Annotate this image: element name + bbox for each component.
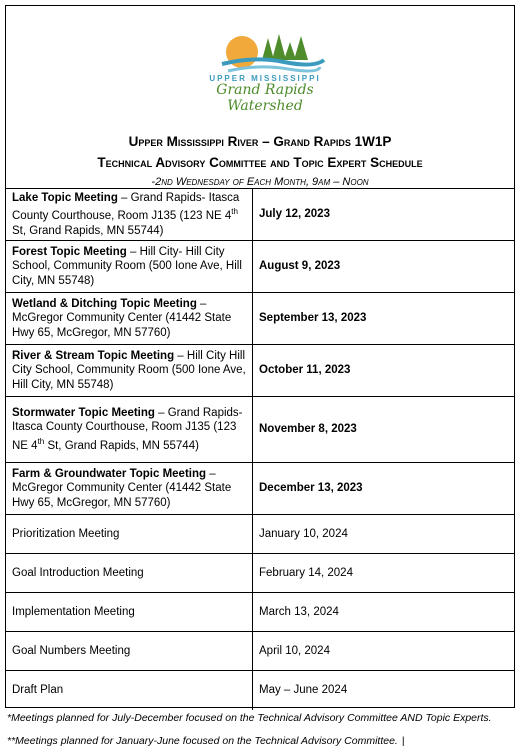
footnote-january-june [7, 735, 405, 747]
meeting-table [6, 188, 514, 710]
meeting-cell [6, 189, 253, 241]
footnote-text: **Meetings planned for January-June focused on the Technical Advisory Committee. [7, 735, 398, 747]
meeting-cell [6, 463, 253, 515]
meeting-cell [6, 241, 253, 293]
meeting-name: Forest Topic Meeting [12, 245, 127, 258]
document-subtitle: Technical Advisory Committee and Topic Expert Schedule [97, 155, 423, 170]
meeting-name: Lake Topic Meeting [12, 191, 118, 204]
table-row [6, 463, 514, 515]
meeting-name: Prioritization Meeting [6, 515, 253, 554]
meeting-date: May – June 2024 [253, 671, 515, 710]
footnote-july-december: *Meetings planned for July-December focused on the Technical Advisory Committee AND Topic Experts. [7, 712, 492, 724]
document-header [6, 6, 514, 188]
meeting-name: Goal Numbers Meeting [6, 632, 253, 671]
meeting-date: January 10, 2024 [253, 515, 515, 554]
document-title: Upper Mississippi River – Grand Rapids 1W1P [128, 134, 392, 149]
meeting-date: December 13, 2023 [253, 463, 515, 515]
meeting-cell [6, 397, 253, 463]
meeting-date: July 12, 2023 [253, 189, 515, 241]
logo-upper-text: UPPER MISSISSIPPI [209, 74, 321, 83]
watershed-logo [184, 30, 346, 114]
table-row [6, 554, 514, 593]
meeting-details-end: St, Grand Rapids, MN 55744) [44, 439, 199, 452]
ordinal-suffix: th [37, 436, 45, 446]
meeting-date: September 13, 2023 [253, 293, 515, 345]
logo-script-text: Grand Rapids Watershed [216, 82, 314, 114]
meeting-details-end: St, Grand Rapids, MN 55744) [12, 224, 164, 237]
table-row [6, 515, 514, 554]
meeting-name: Goal Introduction Meeting [6, 554, 253, 593]
meeting-details: – McGregor Community Center (41442 State Hwy 65, McGregor, MN 57760) [12, 297, 232, 339]
table-row [6, 189, 514, 241]
meeting-name: Farm & Groundwater Topic Meeting [12, 467, 207, 480]
table-row [6, 293, 514, 345]
meeting-name: Implementation Meeting [6, 593, 253, 632]
schedule-frame [5, 5, 515, 708]
table-row [6, 593, 514, 632]
meeting-name: Draft Plan [6, 671, 253, 710]
meeting-details: – Grand Rapids- Itasca County Courthouse, Room J135 (123 NE 4 [12, 406, 243, 452]
table-row [6, 671, 514, 710]
meeting-details: – Hill City Hill City School, Community Room (500 Ione Ave, Hill City, MN 55748) [12, 349, 246, 391]
meeting-date: August 9, 2023 [253, 241, 515, 293]
meeting-details: – McGregor Community Center (41442 State Hwy 65, McGregor, MN 57760) [12, 467, 232, 509]
table-row [6, 345, 514, 397]
ordinal-suffix: th [231, 207, 238, 217]
logo-graphic [184, 30, 346, 78]
meeting-date: April 10, 2024 [253, 632, 515, 671]
meeting-date: October 11, 2023 [253, 345, 515, 397]
meeting-date: February 14, 2024 [253, 554, 515, 593]
meeting-name: Wetland & Ditching Topic Meeting [12, 297, 197, 310]
meeting-date: November 8, 2023 [253, 397, 515, 463]
table-row [6, 397, 514, 463]
meeting-details: – Grand Rapids- Itasca County Courthouse, Room J135 (123 NE 4 [12, 191, 240, 223]
table-row [6, 241, 514, 293]
schedule-note: -2nd Wednesday of Each Month, 9am – Noon [151, 176, 369, 188]
text-cursor: | [401, 735, 405, 747]
meeting-cell [6, 345, 253, 397]
logo-trees-icon [262, 34, 308, 60]
meeting-name: River & Stream Topic Meeting [12, 349, 175, 362]
meeting-details: – Hill City- Hill City School, Community Room (500 Ione Ave, Hill City, MN 55748) [12, 245, 242, 287]
meeting-name: Stormwater Topic Meeting [12, 406, 155, 419]
table-row [6, 632, 514, 671]
meeting-date: March 13, 2024 [253, 593, 515, 632]
meeting-cell [6, 293, 253, 345]
